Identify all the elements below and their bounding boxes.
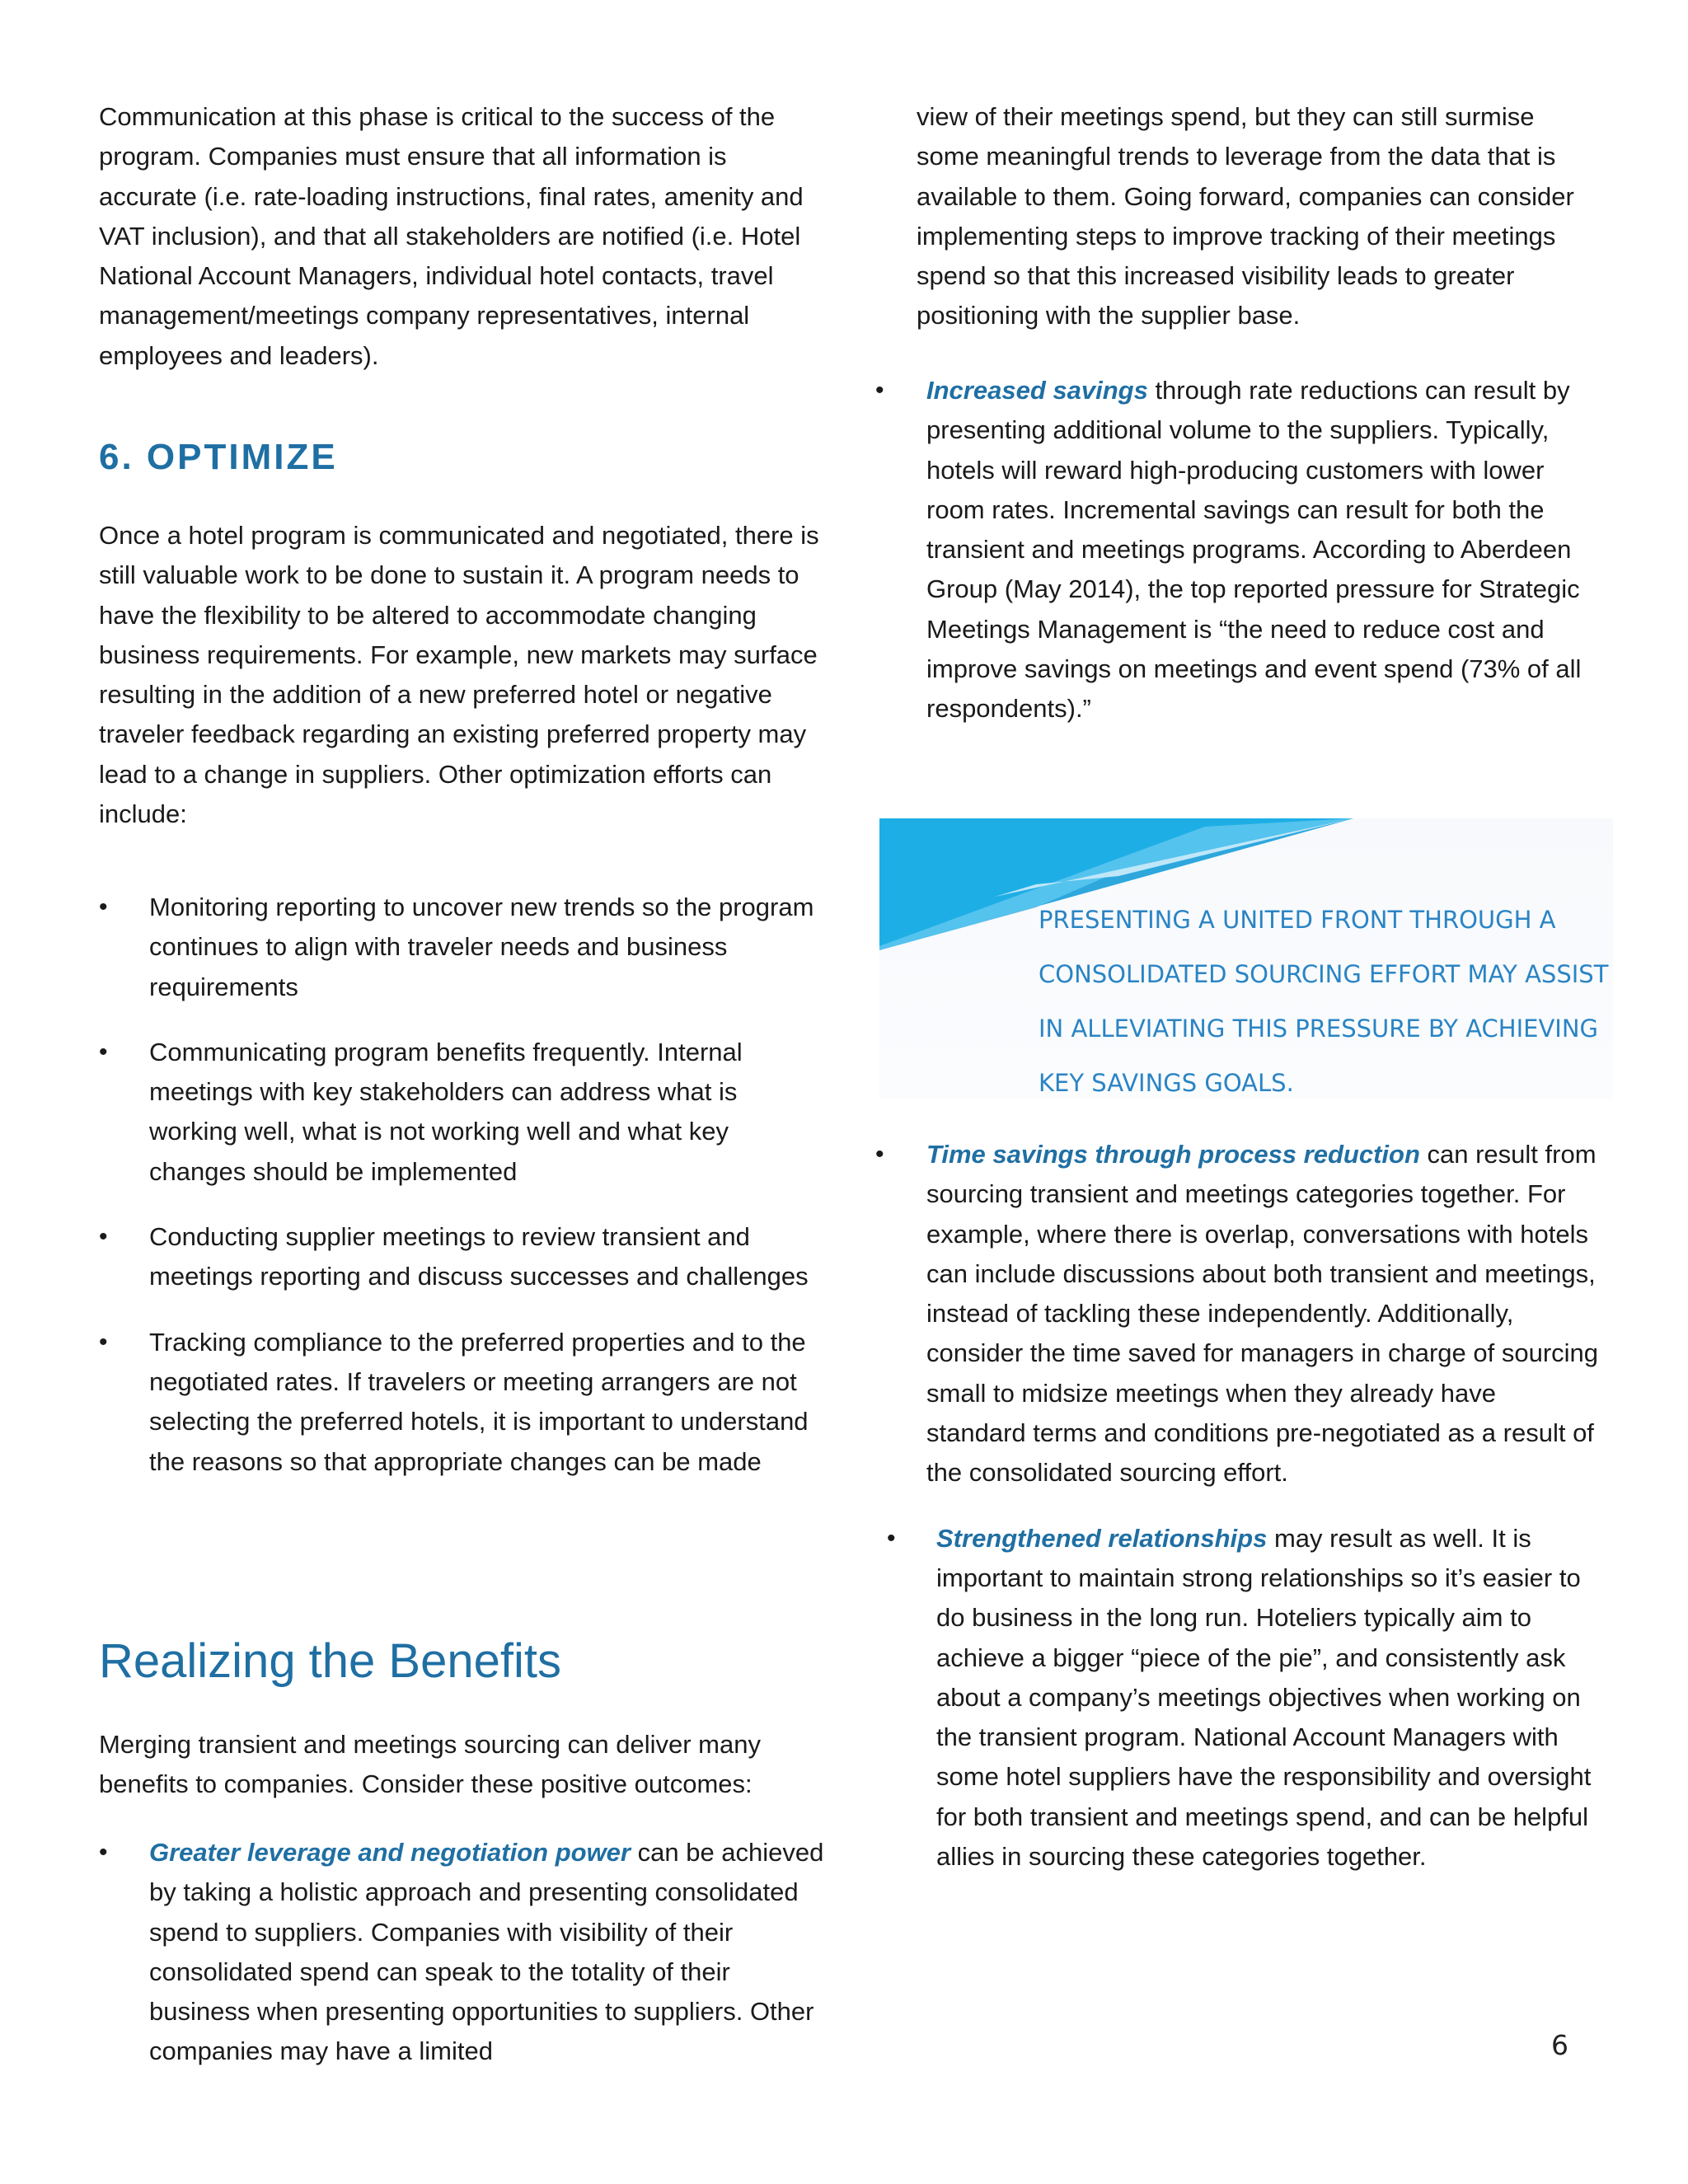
page-number: 6 xyxy=(1551,2029,1568,2061)
savings-emphasis: Increased savings xyxy=(926,376,1148,405)
benefits-bullet-list-right-2 xyxy=(875,1135,1601,1877)
list-item xyxy=(875,1135,1601,1493)
bullet-icon: • xyxy=(99,1223,108,1251)
pull-quote-text: PRESENTING A UNITED FRONT THROUGH A CONSOLIDATED SOURCING EFFORT MAY ASSIST IN ALLEVIATING THIS PRESSURE BY ACHIEVING KEY SAVINGS GOALS. xyxy=(1039,906,1609,1097)
bullet-icon: • xyxy=(875,377,884,404)
relationships-text: may result as well. It is important to maintain strong relationships so it’s easier to do business in the long run. Hoteliers typically aim to achieve a bigger “piece of the pie”, and consistently ask about a company’s meetings objectives when working on the transient program. National Account Managers with some hotel suppliers have the responsibility and oversight for both transient and meetings spend, and can be helpful allies in sourcing these categories together. xyxy=(936,1523,1592,1872)
list-item xyxy=(99,888,824,1007)
continuation-paragraph: view of their meetings spend, but they can still surmise some meaningful trends to leverage from the data that is available to them. Going forward, companies can consider implementing steps to improve tracking of their meetings spend so that this increased visibility leads to greater positioning with the supplier base. xyxy=(917,102,1574,330)
bullet-icon: • xyxy=(887,1524,896,1552)
list-item xyxy=(99,1323,824,1482)
optimize-bullet-list xyxy=(99,888,824,1482)
list-item-text: Monitoring reporting to uncover new trends so the program continues to align with traveler needs and business requirements xyxy=(149,893,814,1001)
bullet-icon: • xyxy=(99,1328,108,1356)
bullet-icon: • xyxy=(99,1038,108,1066)
list-item-text: Conducting supplier meetings to review transient and meetings reporting and discuss successes and challenges xyxy=(149,1222,809,1291)
benefits-bullet-list-left xyxy=(99,1833,824,2072)
list-item xyxy=(875,371,1601,729)
intro-paragraph: Communication at this phase is critical to the success of the program. Companies must ensure that all information is accurate (i.e. rate-loading instructions, final rates, amenity and VAT inclusion), and that all stakeholders are notified (i.e. Hotel National Account Managers, individual hotel contacts, travel management/meetings company representatives, internal employees and leaders). xyxy=(99,102,804,370)
list-item-text: Tracking compliance to the preferred properties and to the negotiated rates. If travelers or meeting arrangers are not selecting the preferred hotels, it is important to understand the reasons so that appropriate changes can be made xyxy=(149,1327,809,1476)
list-item xyxy=(99,1217,824,1297)
benefits-paragraph: Merging transient and meetings sourcing can deliver many benefits to companies. Consider these positive outcomes: xyxy=(99,1730,761,1799)
bullet-icon: • xyxy=(875,1141,884,1168)
list-item xyxy=(99,1833,824,2072)
relationships-emphasis: Strengthened relationships xyxy=(936,1523,1268,1553)
time-savings-text: can result from sourcing transient and meetings categories together. For example, where there is overlap, conversations with hotels can include discussions about both transient and meetings, instead of tackling these independently. Additionally, consider the time saved for managers in charge of sourcing small to midsize meetings when they already have standard terms and conditions pre-negotiated as a result of the consolidated sourcing effort. xyxy=(926,1140,1599,1488)
time-savings-emphasis: Time savings through process reduction xyxy=(926,1140,1420,1169)
leverage-text: can be achieved by taking a holistic approach and presenting consolidated spend to suppliers. Companies with visibility of their consolidated spend can speak to the totality of their business when presenting opportunities to suppliers. Other companies may have a limited xyxy=(149,1838,824,2066)
optimize-paragraph: Once a hotel program is communicated and negotiated, there is still valuable work to be done to sustain it. A program needs to have the flexibility to be altered to accommodate changing business requirements. For example, new markets may surface resulting in the addition of a new preferred hotel or negative traveler feedback regarding an existing preferred property may lead to a change in suppliers. Other optimization efforts can include: xyxy=(99,521,819,829)
list-item xyxy=(875,1519,1601,1877)
section-heading-optimize: 6. OPTIMIZE xyxy=(99,437,338,477)
section-heading-benefits: Realizing the Benefits xyxy=(99,1634,561,1688)
leverage-emphasis: Greater leverage and negotiation power xyxy=(149,1838,631,1867)
bullet-icon: • xyxy=(99,1839,108,1866)
pull-quote-callout xyxy=(879,818,1613,1099)
list-item-text: Communicating program benefits frequently. Internal meetings with key stakeholders can address what is working well, what is not working well and what key changes should be implemented xyxy=(149,1037,743,1186)
bullet-icon: • xyxy=(99,893,108,921)
list-item xyxy=(99,1033,824,1192)
savings-text: through rate reductions can result by presenting additional volume to the suppliers. Typically, hotels will reward high-producing customers with lower room rates. Incremental savings can result for both the transient and meetings programs. According to Aberdeen Group (May 2014), the top reported pressure for Strategic Meetings Management is “the need to reduce cost and improve savings on meetings and event spend (73% of all respondents).” xyxy=(926,376,1582,724)
benefits-bullet-list-right-1 xyxy=(875,371,1601,729)
